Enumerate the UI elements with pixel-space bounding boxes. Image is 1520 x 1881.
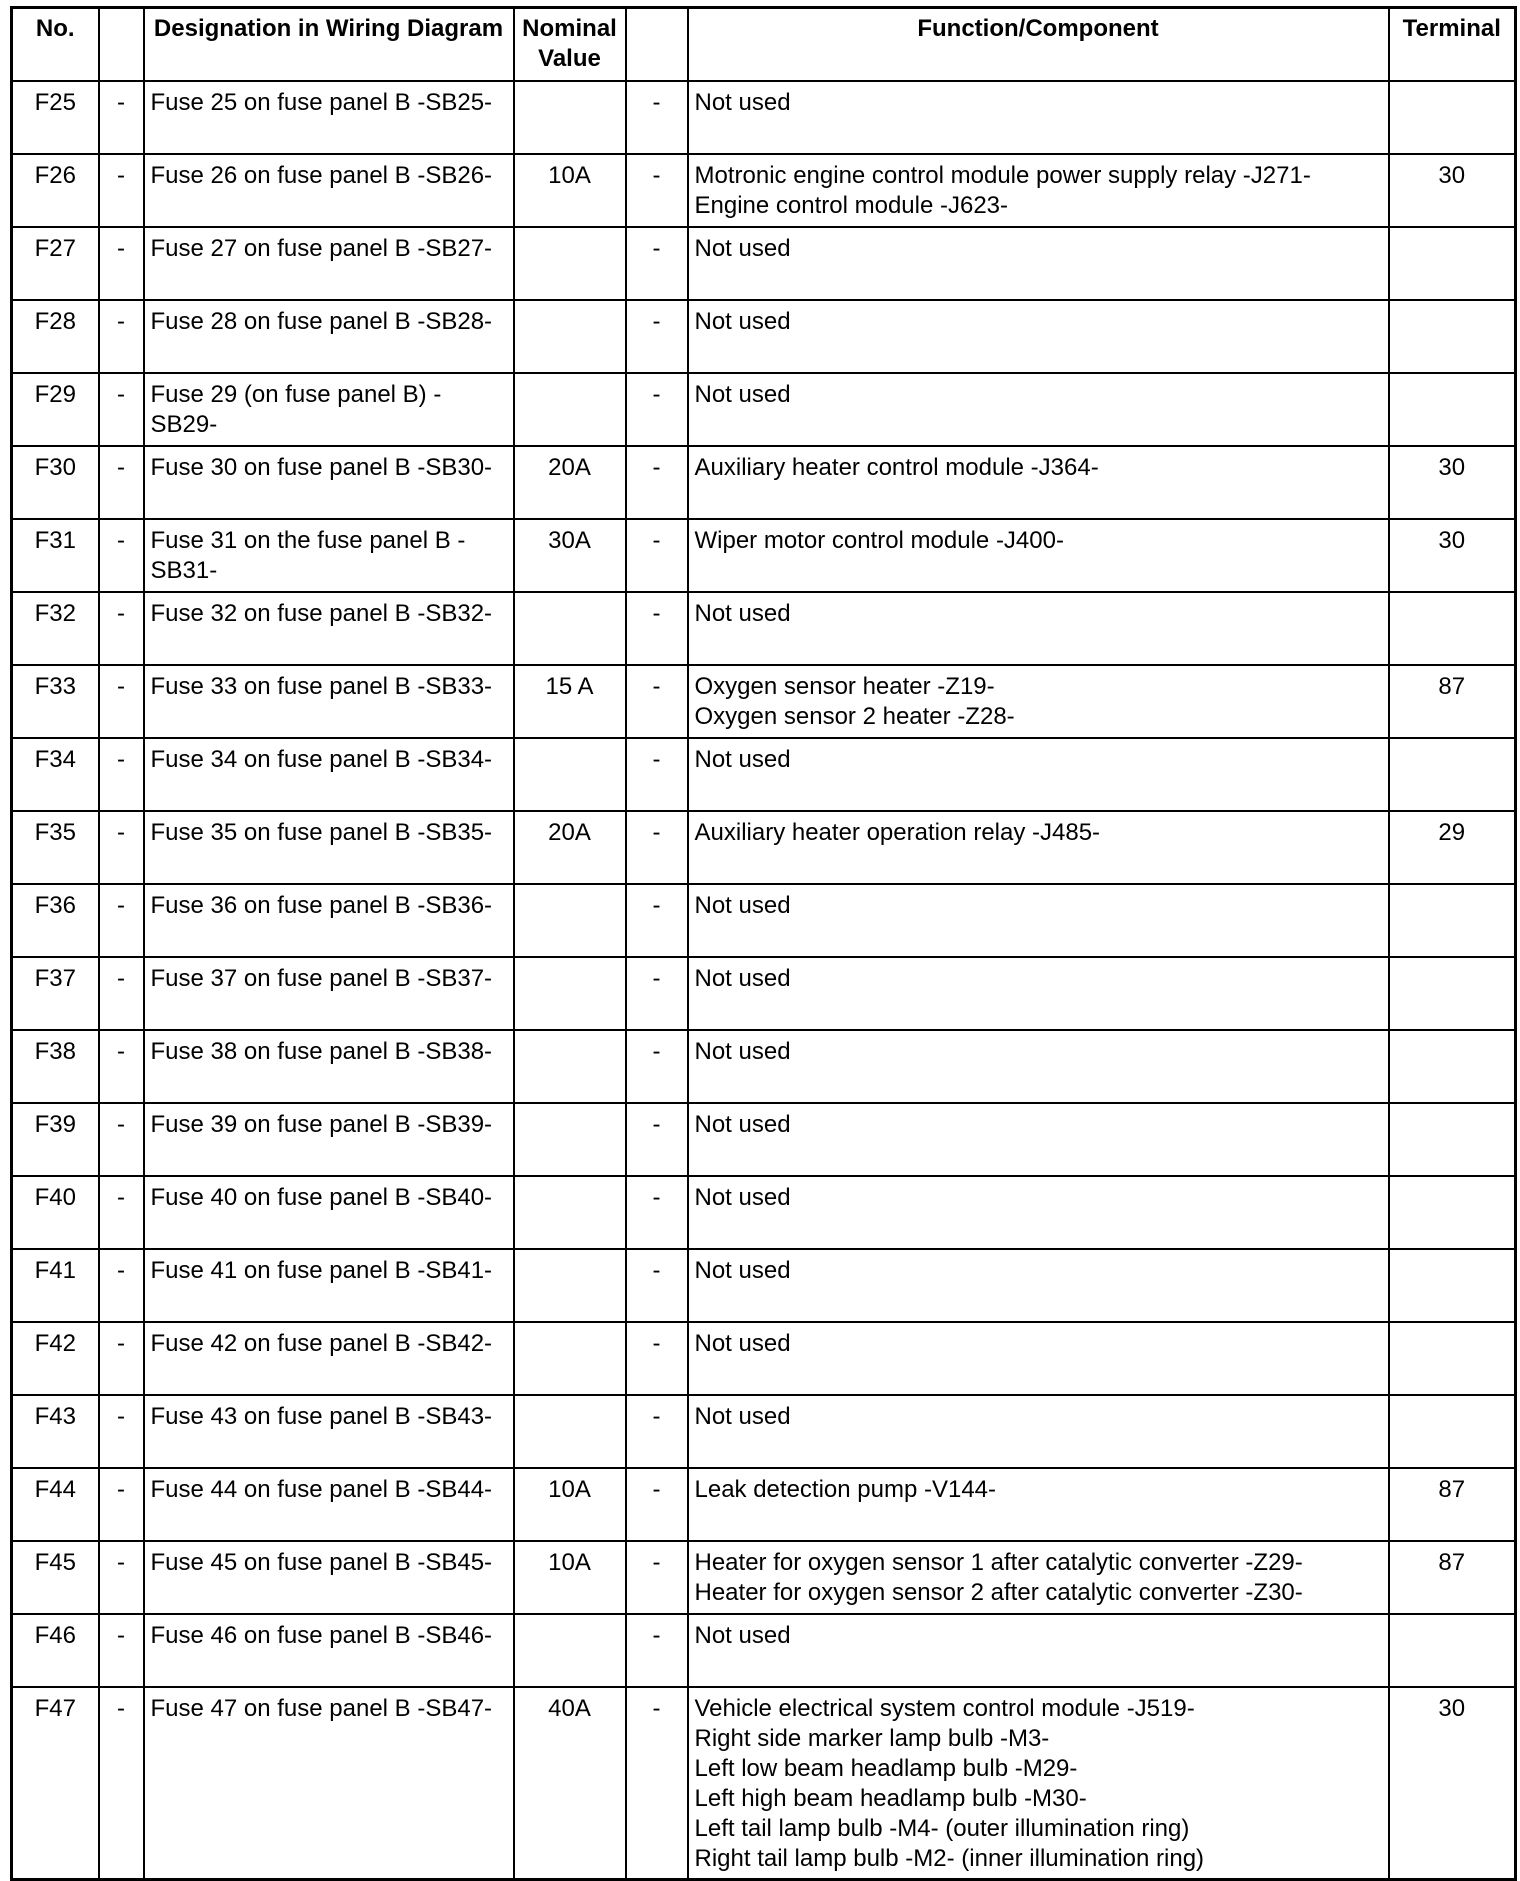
function-component (688, 665, 1389, 738)
nominal-value (514, 1322, 626, 1395)
function-line: Heater for oxygen sensor 1 after catalytic converter -Z29- (694, 1548, 1303, 1576)
dash-separator: - (626, 1322, 688, 1395)
terminal-value (1389, 1614, 1516, 1687)
function-component (688, 519, 1389, 592)
fuse-designation: Fuse 36 on fuse panel B -SB36- (144, 884, 514, 957)
terminal-value (1389, 300, 1516, 373)
dash-separator: - (99, 738, 144, 811)
dash-separator: - (626, 81, 688, 154)
terminal-value: 30 (1389, 154, 1516, 227)
function-line: Auxiliary heater control module -J364- (694, 453, 1099, 481)
nominal-value (514, 227, 626, 300)
function-component (688, 738, 1389, 811)
fuse-designation: Fuse 26 on fuse panel B -SB26- (144, 154, 514, 227)
terminal-value: 29 (1389, 811, 1516, 884)
fuse-designation: Fuse 42 on fuse panel B -SB42- (144, 1322, 514, 1395)
fuse-number: F42 (12, 1322, 99, 1395)
fuse-designation: Fuse 39 on fuse panel B -SB39- (144, 1103, 514, 1176)
dash-separator: - (99, 1468, 144, 1541)
terminal-value (1389, 373, 1516, 446)
function-component (688, 1103, 1389, 1176)
header-no: No. (12, 8, 99, 81)
function-component (688, 1468, 1389, 1541)
header-dash-2 (626, 8, 688, 81)
function-line: Not used (694, 1183, 791, 1211)
header-designation: Designation in Wiring Diagram (144, 8, 514, 81)
dash-separator: - (99, 1541, 144, 1614)
function-component (688, 592, 1389, 665)
dash-separator: - (626, 1395, 688, 1468)
function-line: Not used (694, 1402, 791, 1430)
fuse-number: F31 (12, 519, 99, 592)
table-row (12, 300, 1516, 373)
table-body (12, 81, 1516, 1880)
fuse-number: F25 (12, 81, 99, 154)
dash-separator: - (99, 1249, 144, 1322)
function-component (688, 1322, 1389, 1395)
fuse-designation: Fuse 34 on fuse panel B -SB34- (144, 738, 514, 811)
fuse-designation: Fuse 25 on fuse panel B -SB25- (144, 81, 514, 154)
function-line: Not used (694, 88, 791, 116)
dash-separator: - (626, 373, 688, 446)
function-component (688, 154, 1389, 227)
fuse-number: F32 (12, 592, 99, 665)
fuse-number: F46 (12, 1614, 99, 1687)
nominal-value: 20A (514, 811, 626, 884)
table-row (12, 1249, 1516, 1322)
dash-separator: - (99, 957, 144, 1030)
fuse-designation: Fuse 31 on the fuse panel B -SB31- (144, 519, 514, 592)
fuse-designation: Fuse 44 on fuse panel B -SB44- (144, 1468, 514, 1541)
dash-separator: - (626, 1614, 688, 1687)
dash-separator: - (626, 884, 688, 957)
function-line: Not used (694, 745, 791, 773)
fuse-table (10, 6, 1517, 1881)
table-row (12, 665, 1516, 738)
dash-separator: - (99, 227, 144, 300)
dash-separator: - (626, 154, 688, 227)
fuse-designation: Fuse 28 on fuse panel B -SB28- (144, 300, 514, 373)
fuse-number: F33 (12, 665, 99, 738)
header-dash-1 (99, 8, 144, 81)
fuse-designation: Fuse 43 on fuse panel B -SB43- (144, 1395, 514, 1468)
function-component (688, 227, 1389, 300)
table-row (12, 1541, 1516, 1614)
table-row (12, 1468, 1516, 1541)
function-line: Engine control module -J623- (694, 191, 1009, 219)
nominal-value (514, 1103, 626, 1176)
dash-separator: - (99, 81, 144, 154)
table-row (12, 592, 1516, 665)
fuse-number: F34 (12, 738, 99, 811)
terminal-value: 87 (1389, 665, 1516, 738)
table-row (12, 1176, 1516, 1249)
fuse-designation: Fuse 33 on fuse panel B -SB33- (144, 665, 514, 738)
function-component (688, 811, 1389, 884)
dash-separator: - (99, 1030, 144, 1103)
fuse-number: F45 (12, 1541, 99, 1614)
terminal-value: 30 (1389, 1687, 1516, 1880)
nominal-value: 15 A (514, 665, 626, 738)
terminal-value: 87 (1389, 1541, 1516, 1614)
fuse-number: F44 (12, 1468, 99, 1541)
function-component (688, 1395, 1389, 1468)
dash-separator: - (99, 373, 144, 446)
dash-separator: - (626, 1249, 688, 1322)
function-line: Not used (694, 380, 791, 408)
table-row (12, 1030, 1516, 1103)
table-row (12, 373, 1516, 446)
function-line: Not used (694, 234, 791, 262)
function-line: Auxiliary heater operation relay -J485- (694, 818, 1101, 846)
table-row (12, 884, 1516, 957)
fuse-number: F35 (12, 811, 99, 884)
nominal-value: 30A (514, 519, 626, 592)
fuse-designation: Fuse 29 (on fuse panel B) -SB29- (144, 373, 514, 446)
function-component (688, 1687, 1389, 1880)
nominal-value: 10A (514, 1541, 626, 1614)
dash-separator: - (626, 446, 688, 519)
fuse-designation: Fuse 41 on fuse panel B -SB41- (144, 1249, 514, 1322)
terminal-value: 87 (1389, 1468, 1516, 1541)
dash-separator: - (99, 1395, 144, 1468)
nominal-value: 10A (514, 1468, 626, 1541)
fuse-designation: Fuse 46 on fuse panel B -SB46- (144, 1614, 514, 1687)
terminal-value (1389, 957, 1516, 1030)
fuse-number: F27 (12, 227, 99, 300)
dash-separator: - (626, 811, 688, 884)
fuse-number: F43 (12, 1395, 99, 1468)
fuse-designation: Fuse 47 on fuse panel B -SB47- (144, 1687, 514, 1880)
function-line: Not used (694, 891, 791, 919)
function-line: Not used (694, 1037, 791, 1065)
dash-separator: - (99, 592, 144, 665)
function-line: Oxygen sensor 2 heater -Z28- (694, 702, 1015, 730)
terminal-value: 30 (1389, 519, 1516, 592)
function-line: Not used (694, 1621, 791, 1649)
function-line: Left high beam headlamp bulb -M30- (694, 1784, 1087, 1812)
dash-separator: - (626, 592, 688, 665)
function-line: Not used (694, 1329, 791, 1357)
terminal-value (1389, 1103, 1516, 1176)
table-row (12, 1614, 1516, 1687)
fuse-number: F26 (12, 154, 99, 227)
dash-separator: - (626, 1541, 688, 1614)
header-terminal: Terminal (1389, 8, 1516, 81)
fuse-designation: Fuse 32 on fuse panel B -SB32- (144, 592, 514, 665)
fuse-number: F41 (12, 1249, 99, 1322)
terminal-value (1389, 592, 1516, 665)
dash-separator: - (626, 300, 688, 373)
fuse-number: F38 (12, 1030, 99, 1103)
fuse-number: F39 (12, 1103, 99, 1176)
dash-separator: - (99, 154, 144, 227)
fuse-table-container (10, 6, 1514, 1881)
dash-separator: - (99, 1103, 144, 1176)
dash-separator: - (626, 738, 688, 811)
terminal-value (1389, 1176, 1516, 1249)
terminal-value (1389, 738, 1516, 811)
nominal-value (514, 1176, 626, 1249)
table-row (12, 1103, 1516, 1176)
dash-separator: - (626, 957, 688, 1030)
dash-separator: - (99, 519, 144, 592)
fuse-designation: Fuse 38 on fuse panel B -SB38- (144, 1030, 514, 1103)
dash-separator: - (99, 300, 144, 373)
table-row (12, 957, 1516, 1030)
function-line: Not used (694, 599, 791, 627)
nominal-value (514, 884, 626, 957)
table-row (12, 1395, 1516, 1468)
table-row (12, 1322, 1516, 1395)
function-line: Vehicle electrical system control module -J519- (694, 1694, 1195, 1722)
table-row (12, 81, 1516, 154)
nominal-value (514, 592, 626, 665)
dash-separator: - (626, 665, 688, 738)
function-line: Not used (694, 1110, 791, 1138)
function-component (688, 373, 1389, 446)
table-row (12, 227, 1516, 300)
dash-separator: - (99, 665, 144, 738)
fuse-designation: Fuse 27 on fuse panel B -SB27- (144, 227, 514, 300)
terminal-value (1389, 1395, 1516, 1468)
fuse-number: F28 (12, 300, 99, 373)
function-component (688, 300, 1389, 373)
nominal-value (514, 81, 626, 154)
dash-separator: - (626, 1468, 688, 1541)
function-line: Wiper motor control module -J400- (694, 526, 1064, 554)
fuse-designation: Fuse 30 on fuse panel B -SB30- (144, 446, 514, 519)
fuse-designation: Fuse 35 on fuse panel B -SB35- (144, 811, 514, 884)
nominal-value (514, 1249, 626, 1322)
function-component (688, 1176, 1389, 1249)
nominal-value (514, 1614, 626, 1687)
dash-separator: - (99, 1176, 144, 1249)
dash-separator: - (626, 1030, 688, 1103)
dash-separator: - (99, 811, 144, 884)
function-component (688, 957, 1389, 1030)
terminal-value (1389, 884, 1516, 957)
terminal-value: 30 (1389, 446, 1516, 519)
fuse-designation: Fuse 37 on fuse panel B -SB37- (144, 957, 514, 1030)
table-row (12, 519, 1516, 592)
fuse-number: F40 (12, 1176, 99, 1249)
function-component (688, 81, 1389, 154)
function-line: Right side marker lamp bulb -M3- (694, 1724, 1050, 1752)
fuse-designation: Fuse 45 on fuse panel B -SB45- (144, 1541, 514, 1614)
function-component (688, 446, 1389, 519)
nominal-value: 10A (514, 154, 626, 227)
fuse-designation: Fuse 40 on fuse panel B -SB40- (144, 1176, 514, 1249)
function-line: Oxygen sensor heater -Z19- (694, 672, 995, 700)
function-component (688, 884, 1389, 957)
function-line: Not used (694, 964, 791, 992)
terminal-value (1389, 81, 1516, 154)
function-line: Left low beam headlamp bulb -M29- (694, 1754, 1078, 1782)
function-component (688, 1541, 1389, 1614)
table-row (12, 738, 1516, 811)
function-line: Left tail lamp bulb -M4- (outer illumination ring) (694, 1814, 1190, 1842)
nominal-value (514, 1030, 626, 1103)
function-component (688, 1614, 1389, 1687)
dash-separator: - (99, 1322, 144, 1395)
fuse-number: F29 (12, 373, 99, 446)
dash-separator: - (99, 1687, 144, 1880)
function-line: Not used (694, 307, 791, 335)
dash-separator: - (626, 519, 688, 592)
function-component (688, 1030, 1389, 1103)
header-nominal-value: Nominal Value (514, 8, 626, 81)
terminal-value (1389, 1322, 1516, 1395)
dash-separator: - (99, 446, 144, 519)
dash-separator: - (99, 884, 144, 957)
fuse-number: F47 (12, 1687, 99, 1880)
header-function: Function/Component (688, 8, 1389, 81)
nominal-value (514, 957, 626, 1030)
table-row (12, 154, 1516, 227)
dash-separator: - (626, 1176, 688, 1249)
function-line: Right tail lamp bulb -M2- (inner illumination ring) (694, 1844, 1205, 1872)
terminal-value (1389, 227, 1516, 300)
dash-separator: - (626, 1103, 688, 1176)
nominal-value (514, 1395, 626, 1468)
dash-separator: - (626, 227, 688, 300)
function-line: Heater for oxygen sensor 2 after catalytic converter -Z30- (694, 1578, 1303, 1606)
function-line: Motronic engine control module power supply relay -J271- (694, 161, 1311, 189)
fuse-number: F30 (12, 446, 99, 519)
fuse-number: F37 (12, 957, 99, 1030)
terminal-value (1389, 1249, 1516, 1322)
table-row (12, 1687, 1516, 1880)
nominal-value (514, 373, 626, 446)
table-row (12, 446, 1516, 519)
table-header-row (12, 8, 1516, 81)
table-row (12, 811, 1516, 884)
nominal-value: 20A (514, 446, 626, 519)
function-line: Not used (694, 1256, 791, 1284)
dash-separator: - (626, 1687, 688, 1880)
function-line: Leak detection pump -V144- (694, 1475, 997, 1503)
nominal-value: 40A (514, 1687, 626, 1880)
terminal-value (1389, 1030, 1516, 1103)
dash-separator: - (99, 1614, 144, 1687)
fuse-number: F36 (12, 884, 99, 957)
nominal-value (514, 300, 626, 373)
nominal-value (514, 738, 626, 811)
function-component (688, 1249, 1389, 1322)
